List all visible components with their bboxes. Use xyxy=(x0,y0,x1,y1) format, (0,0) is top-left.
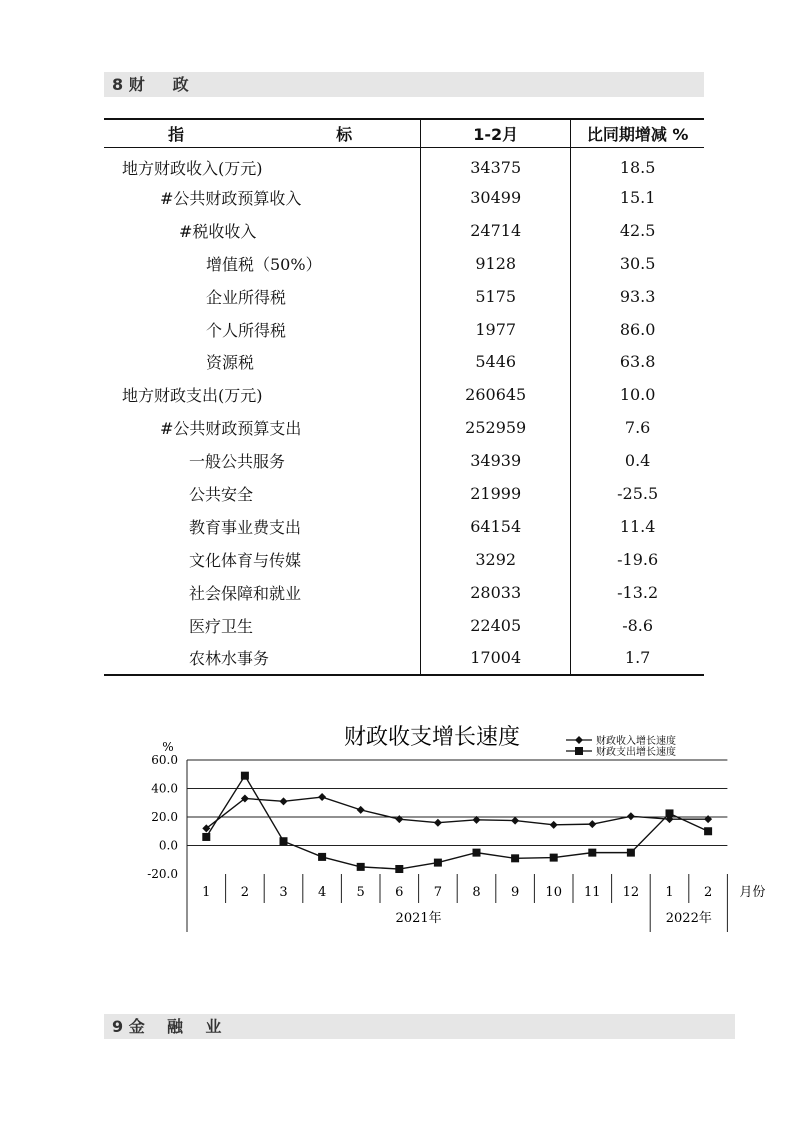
period-value: 3292 xyxy=(421,543,571,576)
period-value: 5446 xyxy=(421,345,571,378)
data-point-series-1 xyxy=(280,797,288,805)
data-point-series-2 xyxy=(357,863,365,871)
indicator-name: 公共安全 xyxy=(104,477,421,510)
data-point-series-1 xyxy=(318,793,326,801)
yoy-change: 1.7 xyxy=(571,641,704,675)
indicator-name: #公共财政预算支出 xyxy=(104,411,421,444)
yoy-change: 30.5 xyxy=(619,253,656,273)
period-value: 64154 xyxy=(421,510,571,543)
y-tick-label: 60.0 xyxy=(151,753,178,767)
yoy-change: -8.6 xyxy=(622,615,654,635)
indicator-name: 农林水事务 xyxy=(104,641,421,675)
legend-marker xyxy=(575,736,583,744)
period-column-header: 1-2月 xyxy=(421,119,571,148)
section-title-part: 融 xyxy=(167,1017,184,1036)
data-point-series-2 xyxy=(395,865,403,873)
table-row xyxy=(104,214,704,247)
period-value: 260645 xyxy=(421,378,571,411)
table-row xyxy=(104,609,704,642)
yoy-change: -13.2 xyxy=(617,582,659,602)
period-value: 34375 xyxy=(421,148,571,182)
fiscal-growth-chart xyxy=(140,720,780,942)
table-row xyxy=(104,313,704,346)
yoy-change: 18.5 xyxy=(619,158,656,177)
yoy-change: 0.4 xyxy=(624,451,651,471)
period-value: 22405 xyxy=(421,609,571,642)
table-row xyxy=(104,148,704,182)
yoy-change: 93.3 xyxy=(619,286,656,306)
yoy-change: 63.8 xyxy=(619,352,656,372)
indicator-name: 企业所得税 xyxy=(104,280,421,313)
table-row xyxy=(104,345,704,378)
x-tick-label: 1 xyxy=(665,885,674,900)
legend-marker xyxy=(575,747,583,755)
indicator-name: 资源税 xyxy=(104,345,421,378)
indicator-name: 地方财政收入(万元) xyxy=(104,148,421,182)
indicator-name: 医疗卫生 xyxy=(104,609,421,642)
indicator-name: #税收收入 xyxy=(104,214,421,247)
indicator-name: 地方财政支出(万元) xyxy=(104,378,421,411)
indicator-name: 一般公共服务 xyxy=(104,444,421,477)
data-point-series-1 xyxy=(704,815,712,823)
year-group-label: 2022年 xyxy=(665,911,712,926)
section-header-finance xyxy=(104,72,704,97)
section-title-part: 政 xyxy=(172,75,189,94)
table-row xyxy=(104,247,704,280)
data-point-series-2 xyxy=(550,854,558,862)
data-point-series-2 xyxy=(241,772,249,780)
table-row xyxy=(104,378,704,411)
indicator-name: 文化体育与传媒 xyxy=(104,543,421,576)
y-tick-label: -20.0 xyxy=(147,867,178,881)
legend-label: 财政收入增长速度 xyxy=(596,736,676,747)
data-point-series-2 xyxy=(511,854,519,862)
y-tick-label: 0.0 xyxy=(158,838,178,853)
indicator-name: 社会保障和就业 xyxy=(104,576,421,609)
section-number: 8 xyxy=(112,75,124,94)
table-row xyxy=(104,510,704,543)
x-tick-label: 11 xyxy=(584,885,601,900)
period-value: 17004 xyxy=(421,641,571,675)
indicator-name: 个人所得税 xyxy=(104,313,421,346)
data-point-series-1 xyxy=(627,812,635,820)
period-value: 5175 xyxy=(421,280,571,313)
period-value: 28033 xyxy=(421,576,571,609)
data-point-series-2 xyxy=(627,849,635,857)
section-title-part: 业 xyxy=(205,1017,222,1036)
period-value: 21999 xyxy=(421,477,571,510)
table-row xyxy=(104,543,704,576)
period-value: 24714 xyxy=(421,214,571,247)
indicator-name: 增值税（50%） xyxy=(104,247,421,280)
table-row xyxy=(104,576,704,609)
indicator-name: #公共财政预算收入 xyxy=(104,181,421,214)
section-title-part: 财 xyxy=(128,75,145,94)
period-value: 30499 xyxy=(421,181,571,214)
section-header-banking xyxy=(104,1014,735,1039)
x-tick-label: 7 xyxy=(433,885,443,900)
data-point-series-2 xyxy=(473,849,481,857)
x-tick-label: 2 xyxy=(703,885,713,900)
data-point-series-1 xyxy=(588,820,596,828)
data-point-series-1 xyxy=(395,815,403,823)
y-tick-label: 20.0 xyxy=(151,810,178,824)
x-tick-label: 1 xyxy=(202,885,211,900)
yoy-change: -19.6 xyxy=(617,549,659,569)
x-axis-unit: 月份 xyxy=(739,885,766,900)
data-point-series-1 xyxy=(434,819,442,827)
data-point-series-1 xyxy=(511,817,519,825)
data-point-series-2 xyxy=(704,827,712,835)
table-row xyxy=(104,477,704,510)
x-tick-label: 5 xyxy=(356,885,365,900)
data-point-series-2 xyxy=(588,849,596,857)
x-tick-label: 9 xyxy=(510,885,520,900)
period-value: 1977 xyxy=(421,313,571,346)
yoy-change: 10.0 xyxy=(619,385,656,405)
data-point-series-1 xyxy=(550,821,558,829)
period-value: 252959 xyxy=(421,411,571,444)
finance-table xyxy=(104,118,704,676)
table-header-row xyxy=(104,119,704,148)
yoy-change: 7.6 xyxy=(624,418,651,438)
yoy-change: -25.5 xyxy=(617,483,659,503)
chart-title: 财政收支增长速度 xyxy=(343,725,521,750)
table-row xyxy=(104,641,704,675)
table-row xyxy=(104,444,704,477)
x-tick-label: 8 xyxy=(472,885,481,900)
table-row xyxy=(104,181,704,214)
x-tick-label: 10 xyxy=(545,885,562,900)
yoy-change: 15.1 xyxy=(619,187,656,207)
indicator-name: 教育事业费支出 xyxy=(104,510,421,543)
data-point-series-2 xyxy=(280,837,288,845)
data-point-series-2 xyxy=(666,809,674,817)
data-point-series-2 xyxy=(202,833,210,841)
x-tick-label: 3 xyxy=(279,885,288,900)
table-row xyxy=(104,411,704,444)
data-point-series-2 xyxy=(434,859,442,867)
y-tick-label: 40.0 xyxy=(151,781,178,796)
yoy-change: 86.0 xyxy=(619,319,656,339)
x-tick-label: 4 xyxy=(317,885,327,900)
period-value: 9128 xyxy=(421,247,571,280)
indicator-column-header: 指 标 xyxy=(104,119,421,148)
y-axis-label: % xyxy=(162,740,174,754)
data-point-series-1 xyxy=(357,806,365,814)
period-value: 34939 xyxy=(421,444,571,477)
data-point-series-2 xyxy=(318,853,326,861)
section-number: 9 xyxy=(112,1017,124,1036)
yoy-change: 11.4 xyxy=(619,516,656,536)
x-tick-label: 12 xyxy=(622,885,640,900)
year-group-label: 2021年 xyxy=(395,911,442,926)
legend-label: 财政支出增长速度 xyxy=(596,747,676,758)
x-tick-label: 2 xyxy=(240,885,250,900)
yoy-change: 42.5 xyxy=(619,220,656,240)
yoy-column-header: 比同期增减 % xyxy=(571,119,704,148)
section-title-part: 金 xyxy=(128,1017,145,1036)
x-tick-label: 6 xyxy=(395,885,404,900)
table-row xyxy=(104,280,704,313)
